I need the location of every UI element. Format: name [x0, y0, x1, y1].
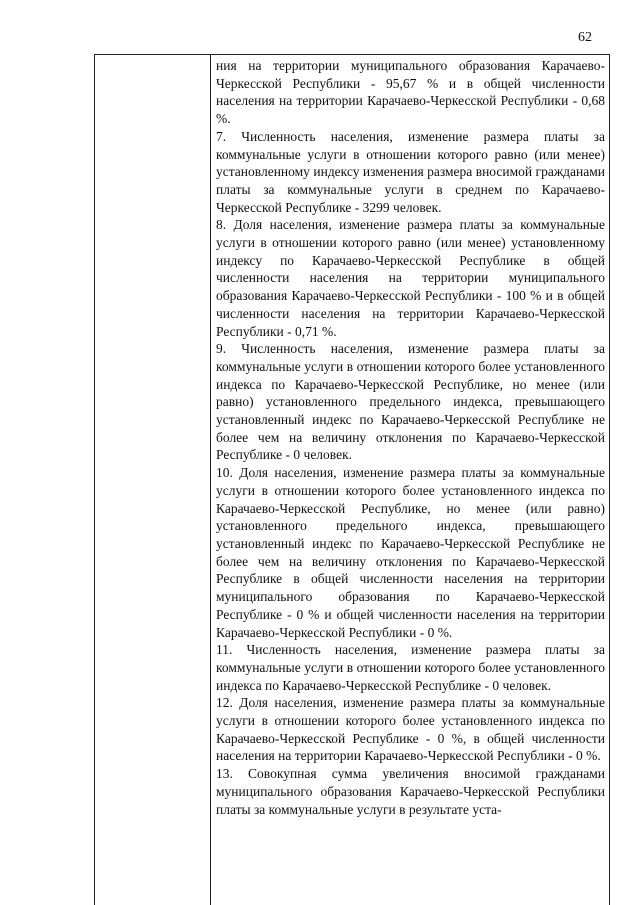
paragraph-item-9: 9. Численность населения, изменение размера платы за коммунальные услуги в отношении которого более установленного индекса по Карачаево-Черкесской Республике, но менее (или равно) установленного предельного индекса, превышающего установленный индекс по Карачаево-Черкесской Республике не более чем на величину отклонения по Карачаево-Черкесской Республике - 0 человек.	[216, 341, 605, 463]
page-number: 62	[578, 30, 592, 45]
table-right-column	[211, 55, 609, 905]
paragraph-item-12: 12. Доля населения, изменение размера платы за коммунальные услуги в отношении которого более установленного индекса по Карачаево-Черкесской Республике - 0 %, в общей численности населения на территории Карачаево-Черкесской Республики - 0 %.	[216, 695, 605, 764]
table-left-column	[95, 55, 211, 905]
document-table	[94, 54, 610, 905]
paragraph-continuation: ния на территории муниципального образования Карачаево-Черкесской Республики - 95,67 % и в общей численности населения на территории Карачаево-Черкесской Республики - 0,68 %.	[216, 58, 605, 127]
paragraph-item-13: 13. Совокупная сумма увеличения вносимой гражданами муниципального образования Карачаево-Черкесской Республики платы за коммунальные услуги в результате уста-	[216, 766, 605, 817]
paragraph-item-10: 10. Доля населения, изменение размера платы за коммунальные услуги в отношении которого более установленного индекса по Карачаево-Черкесской Республике, но менее (или равно) установленного предельного индекса, превышающего установленный индекс по Карачаево-Черкесской Республике не более чем на величину отклонения по Карачаево-Черкесской Республике в общей численности населения на территории муниципального образования по Карачаево-Черкесской Республике - 0 % и общей численности населения на территории Карачаево-Черкесской Республики - 0 %.	[216, 465, 605, 640]
paragraph-item-8: 8. Доля населения, изменение размера платы за коммунальные услуги в отношении которого равно (или менее) установленному индексу по Карачаево-Черкесской Республике в общей численности населения на территории муниципального образования Карачаево-Черкесской Республики - 100 % и в общей численности населения на территории Карачаево-Черкесской Республики - 0,71 %.	[216, 217, 605, 339]
paragraph-item-11: 11. Численность населения, изменение размера платы за коммунальные услуги в отношении которого более установленного индекса по Карачаево-Черкесской Республике - 0 человек.	[216, 642, 605, 693]
paragraph-item-7: 7. Численность населения, изменение размера платы за коммунальные услуги в отношении которого равно (или менее) установленному индексу изменения размера вносимой гражданами платы за коммунальные услуги в среднем по Карачаево-Черкесской Республике - 3299 человек.	[216, 128, 605, 215]
